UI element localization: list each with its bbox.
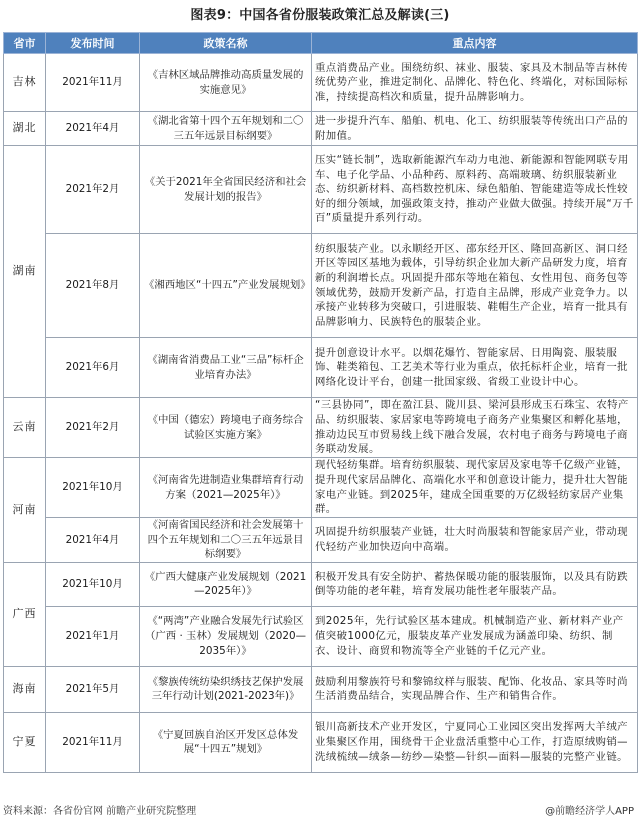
header-province: 省市 [4,33,46,54]
content-cell: 巩固提升纺织服装产业链，壮大时尚服装和智能家居产业，带动现代轻纺产业加快迈向中高端。 [312,518,638,563]
table-row [4,458,638,518]
policy-name-cell: 《“两湾”产业融合发展先行试验区（广西 · 玉林）发展规划（2020—2035年）》 [140,606,312,666]
content-cell: “三县协同”，即在盈江县、陇川县、梁河县形成玉石珠宝、农特产品、纺织服装、家居家电等跨境电子商务产业集聚区和孵化基地，推动边民互市贸易线上线下融合发展，农村电子商务与跨境电子商务联动发展。 [312,398,638,458]
time-cell: 2021年11月 [46,712,140,772]
source-note: 资料来源：各省份官网 前瞻产业研究院整理 [3,806,197,817]
table-header-row [4,33,638,54]
time-cell: 2021年2月 [46,146,140,234]
content-cell: 进一步提升汽车、船舶、机电、化工、纺织服装等传统出口产品的附加值。 [312,112,638,146]
policy-name-cell: 《湘西地区“十四五”产业发展规划》 [140,234,312,338]
header-content: 重点内容 [312,33,638,54]
time-cell: 2021年11月 [46,54,140,112]
table-row [4,234,638,338]
time-cell: 2021年2月 [46,398,140,458]
province-cell: 河南 [4,458,46,563]
policy-table [3,32,638,773]
time-cell: 2021年5月 [46,666,140,712]
content-cell: 提升创意设计水平。以烟花爆竹、智能家居、日用陶瓷、服装服饰、鞋类箱包、工艺美术等行业为重点，依托标杆企业，培育一批网络化设计平台，创建一批国家级、省级工业设计中心。 [312,338,638,398]
table-row [4,54,638,112]
time-cell: 2021年4月 [46,518,140,563]
table-row [4,146,638,234]
table-row [4,666,638,712]
time-cell: 2021年6月 [46,338,140,398]
policy-name-cell: 《黎族传统纺染织绣技艺保护发展三年行动计划(2021-2023年)》 [140,666,312,712]
table-row [4,338,638,398]
policy-name-cell: 《河南省国民经济和社会发展第十四个五年规划和二〇三五年远景目标纲要》 [140,518,312,563]
brand-credit: @前瞻经济学人APP [545,806,634,817]
time-cell: 2021年1月 [46,606,140,666]
province-cell: 云南 [4,398,46,458]
table-row [4,112,638,146]
content-cell: 鼓励利用黎族符号和黎锦纹样与服装、配饰、化妆品、家具等时尚生活消费品结合，实现品牌合作、生产和销售合作。 [312,666,638,712]
table-row [4,712,638,772]
header-time: 发布时间 [46,33,140,54]
page-title: 图表9：中国各省份服装政策汇总及解读(三) [190,8,450,23]
header-name: 政策名称 [140,33,312,54]
policy-name-cell: 《广西大健康产业发展规划（2021—2025年）》 [140,562,312,606]
content-cell: 纺织服装产业。以永顺经开区、邵东经开区、隆回高新区、洞口经开区等园区基地为载体，引导纺织企业加大新产品研发力度，培育新的利润增长点。巩固提升邵东等地在箱包、女性用包、商务包等领域优势，鼓励开发新产品，打造自主品牌，形成产业竞争力。以承接产业转移为突破口，引进服装、鞋帽生产企业，培育一批具有品牌影响力、民族特色的服装企业。 [312,234,638,338]
province-cell: 广西 [4,562,46,666]
policy-name-cell: 《吉林区域品牌推动高质量发展的实施意见》 [140,54,312,112]
time-cell: 2021年10月 [46,562,140,606]
province-cell: 吉林 [4,54,46,112]
time-cell: 2021年4月 [46,112,140,146]
footer [3,800,634,818]
policy-name-cell: 《湖北省第十四个五年规划和二〇三五年远景目标纲要》 [140,112,312,146]
table-row [4,518,638,563]
time-cell: 2021年10月 [46,458,140,518]
policy-name-cell: 《中国（德宏）跨境电子商务综合试验区实施方案》 [140,398,312,458]
policy-name-cell: 《关于2021年全省国民经济和社会发展计划的报告》 [140,146,312,234]
province-cell: 湖南 [4,146,46,398]
table-row [4,606,638,666]
time-cell: 2021年8月 [46,234,140,338]
province-cell: 湖北 [4,112,46,146]
content-cell: 压实“链长制”，选取新能源汽车动力电池、新能源和智能网联专用车、电子化学品、小品种药、原料药、高端玻璃、纺织服装新业态、纺织新材料、高档数控机床、绿色船舶、智能建造等成长性较好的细分领域，加强政策支持，推动产业做大做强。持续开展“万千百”质量提升系列行动。 [312,146,638,234]
province-cell: 海南 [4,666,46,712]
policy-name-cell: 《宁夏回族自治区开发区总体发展“十四五”规划》 [140,712,312,772]
content-cell: 重点消费品产业。围绕纺织、袜业、服装、家具及木制品等吉林传统优势产业，推进定制化、品牌化、特色化、终端化，对标国际标准，持续提高档次和质量，提升品牌影响力。 [312,54,638,112]
policy-name-cell: 《湖南省消费品工业“三品”标杆企业培育办法》 [140,338,312,398]
content-cell: 现代轻纺集群。培育纺织服装、现代家居及家电等千亿级产业链，提升现代家居品牌化、高端化水平和创意设计能力，提升壮大智能家电产业链。到2025年，建成全国重要的万亿级轻纺家居产业集群。 [312,458,638,518]
province-cell: 宁夏 [4,712,46,772]
policy-name-cell: 《河南省先进制造业集群培育行动方案（2021—2025年）》 [140,458,312,518]
content-cell: 到2025年，先行试验区基本建成。机械制造产业、新材料产业产值突破1000亿元，服装皮革产业发展成为涵盖印染、纺织、制衣、设计、商贸和物流等全产业链的千亿元产业。 [312,606,638,666]
table-row [4,398,638,458]
table-row [4,562,638,606]
content-cell: 银川高新技术产业开发区，宁夏同心工业园区突出发挥两大羊绒产业集聚区作用，围绕骨干企业盘活重整中心工作，打造原绒购销—洗绒梳绒—绒条—纺纱—染整—针织—面料—服装的完整产业链。 [312,712,638,772]
content-cell: 积极开发具有安全防护、蓄热保暖功能的服装服饰，以及具有防跌倒等功能的老年鞋，培育发展功能性老年服装产品。 [312,562,638,606]
